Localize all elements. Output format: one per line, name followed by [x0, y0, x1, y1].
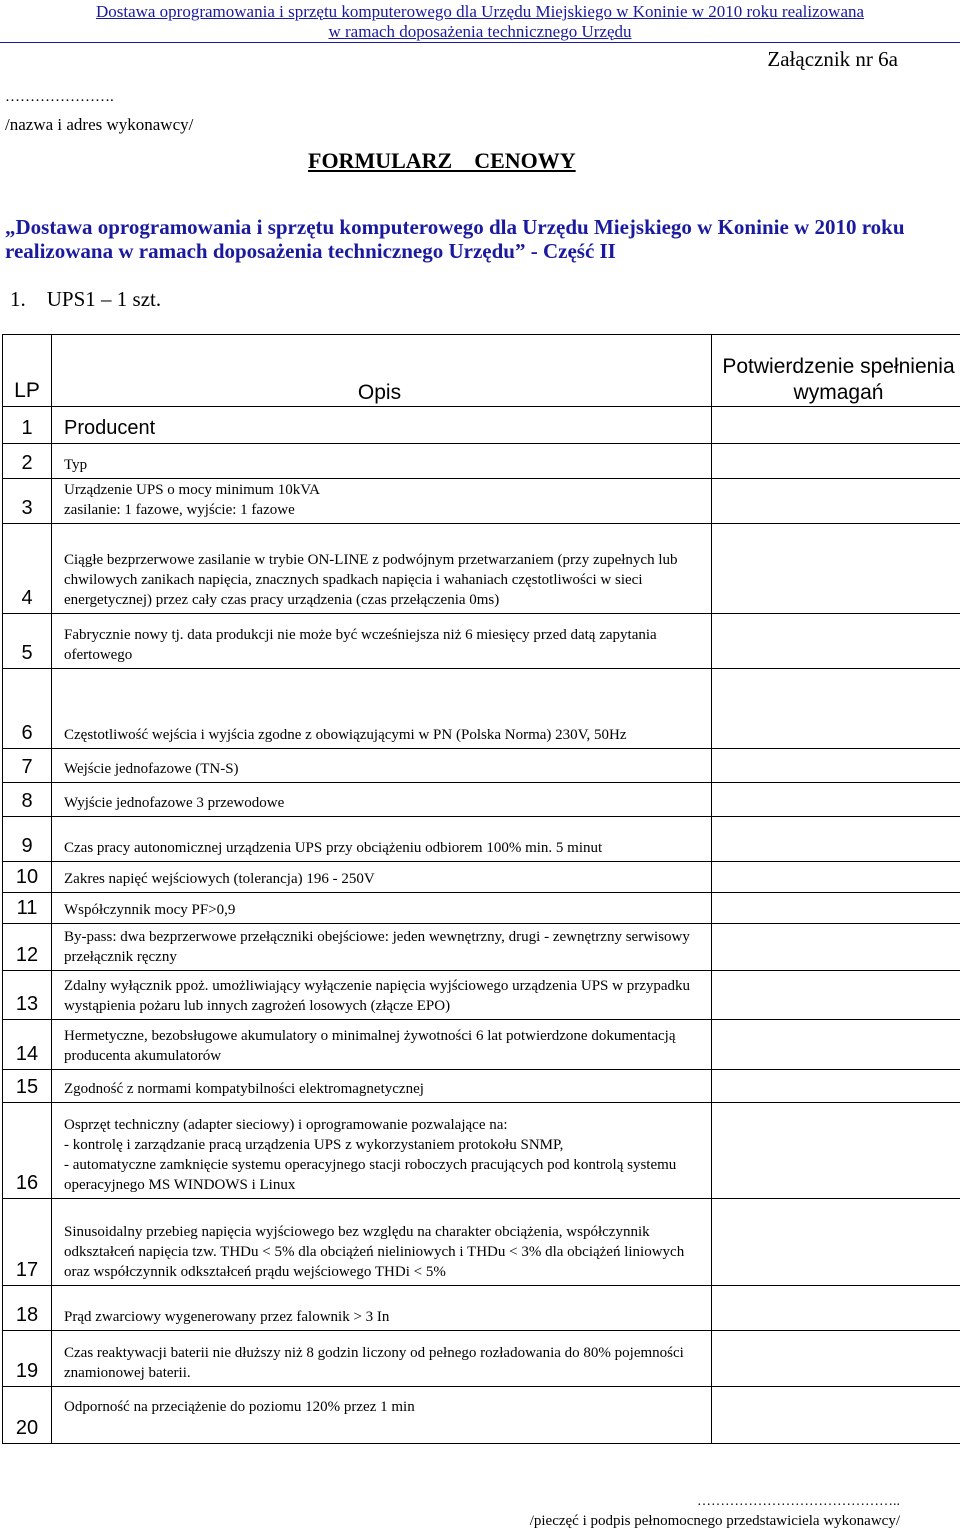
row-description-cell [52, 1387, 712, 1444]
row-confirmation-cell[interactable] [712, 862, 960, 893]
signature-dots: …………………………………….. [697, 1494, 900, 1509]
row-description: Zakres napięć wejściowych (tolerancja) 196 - 250V [64, 871, 375, 887]
row-confirmation-cell[interactable] [712, 893, 960, 924]
row-description-cell [52, 1331, 712, 1387]
row-lp: 13 [3, 971, 52, 1020]
annex-label: Załącznik nr 6a [767, 47, 898, 71]
row-description: Typ [64, 457, 88, 473]
row-lp: 3 [3, 479, 52, 524]
table-row [3, 669, 960, 749]
row-description-cell [52, 817, 712, 862]
row-lp: 14 [3, 1020, 52, 1070]
running-header-line-1: Dostawa oprogramowania i sprzętu komputerowego dla Urzędu Miejskiego w Koninie w 2010 roku realizowana [95, 2, 865, 21]
row-confirmation-cell[interactable] [712, 444, 960, 479]
row-confirmation-cell[interactable] [712, 407, 960, 444]
row-confirmation-cell[interactable] [712, 749, 960, 783]
row-description-cell [52, 614, 712, 669]
form-title: FORMULARZ CENOWY [308, 148, 576, 173]
row-description: Urządzenie UPS o mocy minimum 10kVA zasilanie: 1 fazowe, wyjście: 1 fazowe [64, 482, 320, 518]
table-row [3, 1199, 960, 1286]
header-description: Opis [52, 335, 712, 407]
row-confirmation-cell[interactable] [712, 1020, 960, 1070]
table-row [3, 524, 960, 614]
row-lp: 7 [3, 749, 52, 783]
row-lp: 4 [3, 524, 52, 614]
row-lp: 1 [3, 407, 52, 444]
table-row [3, 1331, 960, 1387]
row-lp: 20 [3, 1387, 52, 1444]
row-lp: 11 [3, 893, 52, 924]
item-title: UPS1 – 1 szt. [46, 287, 162, 311]
row-description: Zgodność z normami kompatybilności elektromagnetycznej [64, 1081, 424, 1097]
row-confirmation-cell[interactable] [712, 479, 960, 524]
contractor-dots: …………………. [5, 89, 114, 105]
table-row [3, 1070, 960, 1103]
row-description-cell [52, 1103, 712, 1199]
row-confirmation-cell[interactable] [712, 1387, 960, 1444]
table-row [3, 749, 960, 783]
row-description: Odporność na przeciążenie do poziomu 120% przez 1 min [64, 1399, 415, 1415]
row-description-cell [52, 971, 712, 1020]
row-description-cell [52, 444, 712, 479]
row-confirmation-cell[interactable] [712, 669, 960, 749]
row-lp: 9 [3, 817, 52, 862]
row-description-cell [52, 862, 712, 893]
row-description-cell [52, 749, 712, 783]
row-confirmation-cell[interactable] [712, 1331, 960, 1387]
row-confirmation-cell[interactable] [712, 971, 960, 1020]
table-row [3, 783, 960, 817]
table-row [3, 1020, 960, 1070]
row-description-cell [52, 1020, 712, 1070]
row-description: Wejście jednofazowe (TN-S) [64, 761, 239, 777]
row-confirmation-cell[interactable] [712, 817, 960, 862]
row-lp: 18 [3, 1286, 52, 1331]
row-description: Częstotliwość wejścia i wyjścia zgodne z obowiązującymi w PN (Polska Norma) 230V, 50Hz [64, 727, 627, 743]
row-lp: 16 [3, 1103, 52, 1199]
row-description: Osprzęt techniczny (adapter sieciowy) i oprogramowanie pozwalające na: - kontrolę i zarządzanie pracą urządzenia UPS z wykorzystaniem protokołu SNMP, - automatyczne zamknięcie systemu operacyjnego stacji roboczych pracujących pod kontrolą systemu operacyjnego MS WINDOWS i Linux [64, 1117, 677, 1193]
row-lp: 19 [3, 1331, 52, 1387]
table-row [3, 614, 960, 669]
row-description: Zdalny wyłącznik ppoż. umożliwiający wyłączenie napięcia wyjściowego urządzenia UPS w przypadku wystąpienia pożaru lub innych zagrożeń losowych (złącze EPO) [64, 978, 691, 1014]
row-description-cell [52, 524, 712, 614]
row-description: By-pass: dwa bezprzerwowe przełączniki obejściowe: jeden wewnętrzny, drugi - zewnętrzny serwisowy przełącznik ręczny [64, 929, 690, 965]
row-description-cell [52, 407, 712, 444]
row-description: Czas pracy autonomicznej urządzenia UPS przy obciążeniu odbiorem 100% min. 5 minut [64, 840, 603, 856]
row-confirmation-cell[interactable] [712, 1199, 960, 1286]
signature-label: /pieczęć i podpis pełnomocnego przedstawiciela wykonawcy/ [529, 1513, 900, 1529]
table-row [3, 1387, 960, 1444]
row-description: Czas reaktywacji baterii nie dłuższy niż 8 godzin liczony od pełnego rozładowania do 80% pojemności znamionowej baterii. [64, 1345, 684, 1381]
header-confirmation: Potwierdzenie spełnienia wymagań [712, 335, 960, 407]
row-description: Fabrycznie nowy tj. data produkcji nie może być wcześniejsza niż 6 miesięcy przed datą zapytania ofertowego [64, 627, 657, 663]
row-lp: 10 [3, 862, 52, 893]
row-description-cell [52, 479, 712, 524]
row-lp: 17 [3, 1199, 52, 1286]
row-lp: 6 [3, 669, 52, 749]
row-description: Sinusoidalny przebieg napięcia wyjściowego bez względu na charakter obciążenia, współczynnik odkształceń napięcia tzw. THDu < 5% dla obciążeń nieliniowych i THDu < 3% dla obciążeń liniowych oraz współczynnik odkształceń prądu wejściowego THDi < 5% [64, 1224, 685, 1280]
running-header-line-2: w ramach doposażenia technicznego Urzędu [328, 22, 632, 41]
row-lp: 8 [3, 783, 52, 817]
table-row [3, 1286, 960, 1331]
row-confirmation-cell[interactable] [712, 1070, 960, 1103]
table-row [3, 479, 960, 524]
row-description-cell [52, 1070, 712, 1103]
row-description: Hermetyczne, bezobsługowe akumulatory o minimalnej żywotności 6 lat potwierdzone dokumentacją producenta akumulatorów [64, 1028, 676, 1064]
row-description: Współczynnik mocy PF>0,9 [64, 902, 236, 918]
row-description-cell [52, 783, 712, 817]
row-description: Producent [64, 417, 156, 439]
table-row [3, 862, 960, 893]
row-description: Wyjście jednofazowe 3 przewodowe [64, 795, 285, 811]
row-description-cell [52, 1199, 712, 1286]
row-confirmation-cell[interactable] [712, 524, 960, 614]
row-description-cell [52, 1286, 712, 1331]
specification-table [2, 334, 960, 1444]
table-row [3, 924, 960, 971]
order-subject: „Dostawa oprogramowania i sprzętu komputerowego dla Urzędu Miejskiego w Koninie w 2010 roku realizowana w ramach doposażenia technicznego Urzędu” - Część II [5, 215, 905, 263]
row-lp: 5 [3, 614, 52, 669]
item-number: 1. [10, 287, 26, 311]
table-row [3, 893, 960, 924]
row-lp: 2 [3, 444, 52, 479]
row-confirmation-cell[interactable] [712, 924, 960, 971]
table-row [3, 1103, 960, 1199]
contractor-label: /nazwa i adres wykonawcy/ [5, 115, 194, 134]
table-row [3, 444, 960, 479]
header-lp: LP [3, 335, 52, 407]
row-description: Ciągłe bezprzerwowe zasilanie w trybie ON-LINE z podwójnym przetwarzaniem (przy zupełnych lub chwilowych zanikach napięcia, znacznych spadkach napięcia i wahaniach częstotliwości w sieci energetycznej) przez cały czas pracy urządzenia (czas przełączenia 0ms) [64, 552, 678, 608]
row-description-cell [52, 893, 712, 924]
row-description: Prąd zwarciowy wygenerowany przez falownik > 3 In [64, 1309, 390, 1325]
row-description-cell [52, 669, 712, 749]
table-row [3, 817, 960, 862]
item-heading [10, 287, 161, 312]
row-confirmation-cell[interactable] [712, 614, 960, 669]
row-confirmation-cell[interactable] [712, 1103, 960, 1199]
header-divider [0, 42, 960, 43]
row-description-cell [52, 924, 712, 971]
row-confirmation-cell[interactable] [712, 1286, 960, 1331]
row-confirmation-cell[interactable] [712, 783, 960, 817]
row-lp: 15 [3, 1070, 52, 1103]
table-row [3, 971, 960, 1020]
row-lp: 12 [3, 924, 52, 971]
table-header-row [3, 335, 960, 407]
table-row [3, 407, 960, 444]
